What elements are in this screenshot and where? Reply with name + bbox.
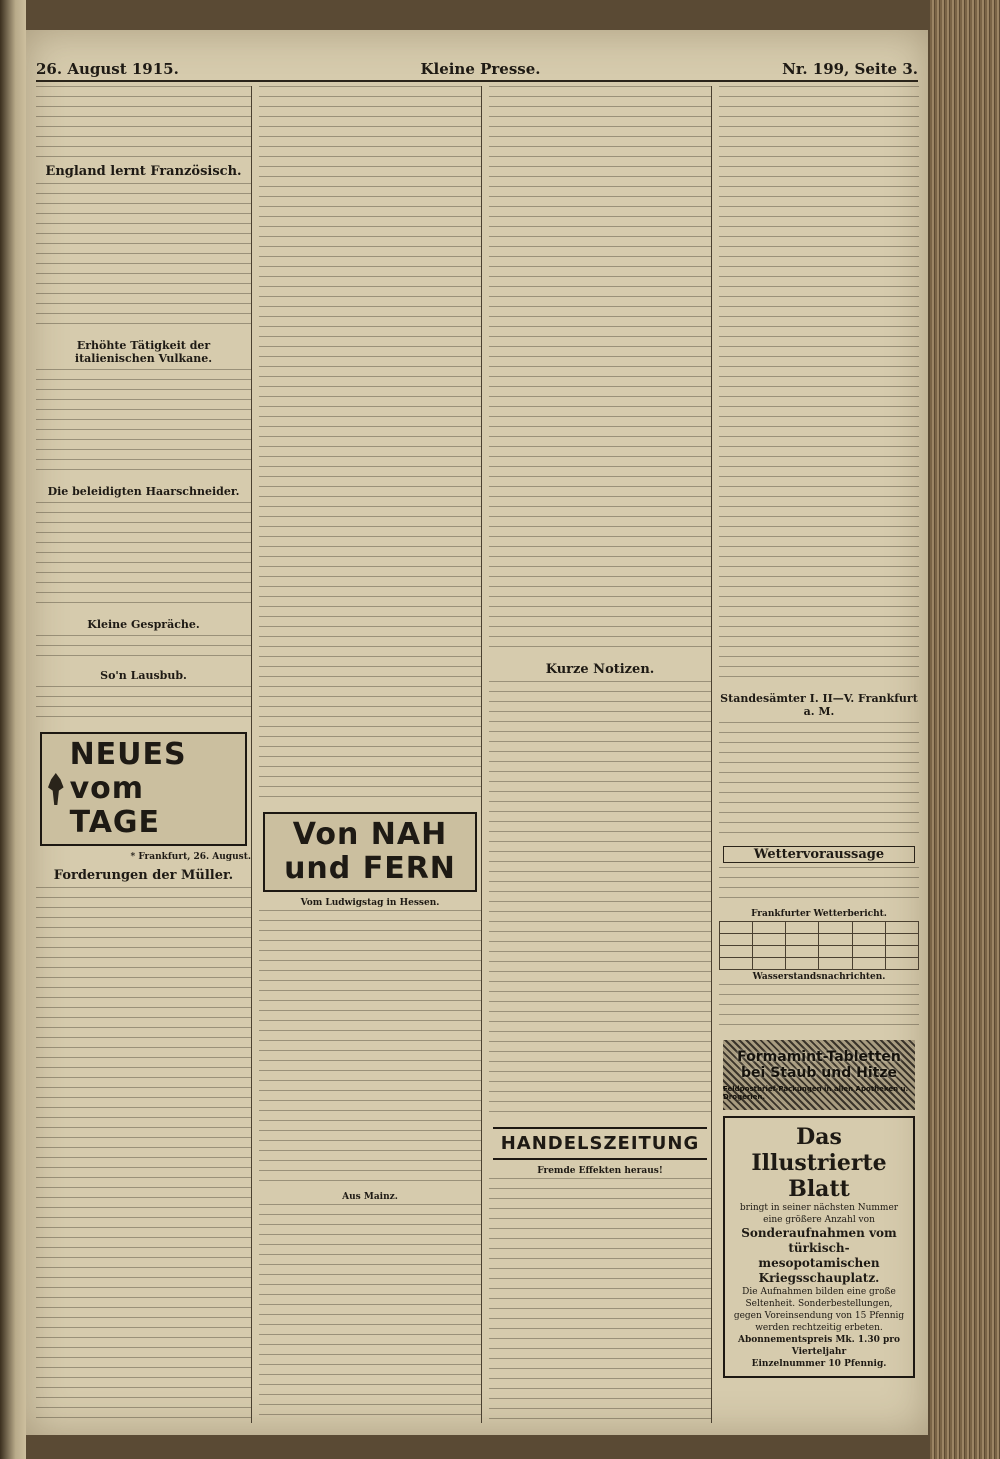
article-text-block bbox=[36, 502, 251, 612]
article-text-block bbox=[36, 887, 251, 1423]
headline-wetterbericht: Frankfurter Wetterbericht. bbox=[751, 909, 887, 919]
headline-standesaemter: Standesämter I. II—V. Frankfurt a. M. bbox=[720, 692, 918, 718]
eagle-icon bbox=[48, 773, 64, 805]
headline-england: England lernt Französisch. bbox=[45, 164, 242, 179]
article-text-block bbox=[719, 867, 919, 907]
article-text-block bbox=[259, 1204, 481, 1423]
ad-blatt-bold: Sonderaufnahmen vom türkisch-mesopotamischen Kriegsschauplatz. bbox=[741, 1226, 897, 1285]
headline-haarschneider: Die beleidigten Haarschneider. bbox=[47, 485, 240, 498]
headline-lausbub: So'n Lausbub. bbox=[100, 669, 187, 682]
headline-fremde-effekten: Fremde Effekten heraus! bbox=[537, 1166, 663, 1176]
article-text-block bbox=[36, 86, 251, 158]
column-4 bbox=[719, 86, 919, 1423]
header-paper-title: Kleine Presse. bbox=[420, 60, 541, 78]
ad-blatt-price: Abonnementspreis Mk. 1.30 pro Vierteljahr bbox=[737, 1335, 901, 1357]
headline-wasserstand: Wasserstandsnachrichten. bbox=[752, 972, 886, 982]
header-date: 26. August 1915. bbox=[36, 60, 179, 78]
ad-formamint-subtitle: bei Staub und Hitze bbox=[741, 1065, 897, 1081]
article-text-block bbox=[719, 86, 919, 686]
article-text-block bbox=[259, 86, 481, 806]
column-2 bbox=[259, 86, 482, 1423]
article-text-block bbox=[36, 183, 251, 333]
ad-formamint-title: Formamint-Tabletten bbox=[737, 1049, 901, 1065]
ad-formamint bbox=[723, 1040, 915, 1110]
article-text-block bbox=[36, 369, 251, 479]
adjacent-page-edge bbox=[0, 0, 26, 1459]
article-text-block bbox=[719, 984, 919, 1034]
ad-formamint-small: Feldpostbrief-Packungen in allen Apotheken u. Drogerien. bbox=[723, 1085, 909, 1101]
article-text-block bbox=[259, 910, 481, 1190]
section-banner-neues-vom-tage bbox=[40, 732, 247, 846]
banner-text: NEUES vom TAGE bbox=[69, 737, 187, 840]
article-text-block bbox=[489, 1178, 711, 1423]
ad-illustrierte-blatt bbox=[723, 1116, 915, 1378]
ad-blatt-title: Das Illustrierte Blatt bbox=[751, 1124, 887, 1202]
headline-ludwigstag: Vom Ludwigstag in Hessen. bbox=[300, 898, 440, 908]
column-1 bbox=[36, 86, 252, 1423]
book-binding-edge bbox=[930, 0, 1000, 1459]
headline-wettervoraussage: Wettervoraussage bbox=[723, 846, 915, 863]
header-issue: Nr. 199, Seite 3. bbox=[782, 60, 918, 78]
column-3 bbox=[489, 86, 712, 1423]
page-header bbox=[36, 58, 918, 82]
ad-blatt-single: Einzelnummer 10 Pfennig. bbox=[751, 1359, 887, 1369]
headline-aus-mainz: Aus Mainz. bbox=[342, 1192, 398, 1202]
headline-vulkane: Erhöhte Tätigkeit der italienischen Vulkane. bbox=[74, 339, 213, 365]
headline-gespraeche: Kleine Gespräche. bbox=[87, 618, 200, 631]
section-banner-handelszeitung: HANDELSZEITUNG bbox=[493, 1127, 707, 1160]
section-banner-von-nah-und-fern: Von NAH und FERN bbox=[263, 812, 477, 892]
weather-table bbox=[719, 921, 919, 970]
article-text-block bbox=[36, 686, 251, 726]
headline-kurze-notizen: Kurze Notizen. bbox=[545, 662, 655, 677]
newspaper-page bbox=[26, 30, 928, 1435]
article-text-block bbox=[36, 635, 251, 663]
headline-mueller: Forderungen der Müller. bbox=[53, 868, 234, 883]
article-text-block bbox=[489, 86, 711, 656]
article-text-block bbox=[489, 681, 711, 1121]
ad-blatt-text2: Die Aufnahmen bilden eine große Seltenheit. Sonderbestellungen, gegen Voreinsendung von 15 Pfennig werden rechtzeitig erbeten. bbox=[733, 1287, 905, 1333]
article-text-block bbox=[719, 722, 919, 842]
ad-blatt-text: bringt in seiner nächsten Nummer eine größere Anzahl von bbox=[739, 1203, 899, 1225]
dateline: * Frankfurt, 26. August. bbox=[130, 852, 251, 862]
